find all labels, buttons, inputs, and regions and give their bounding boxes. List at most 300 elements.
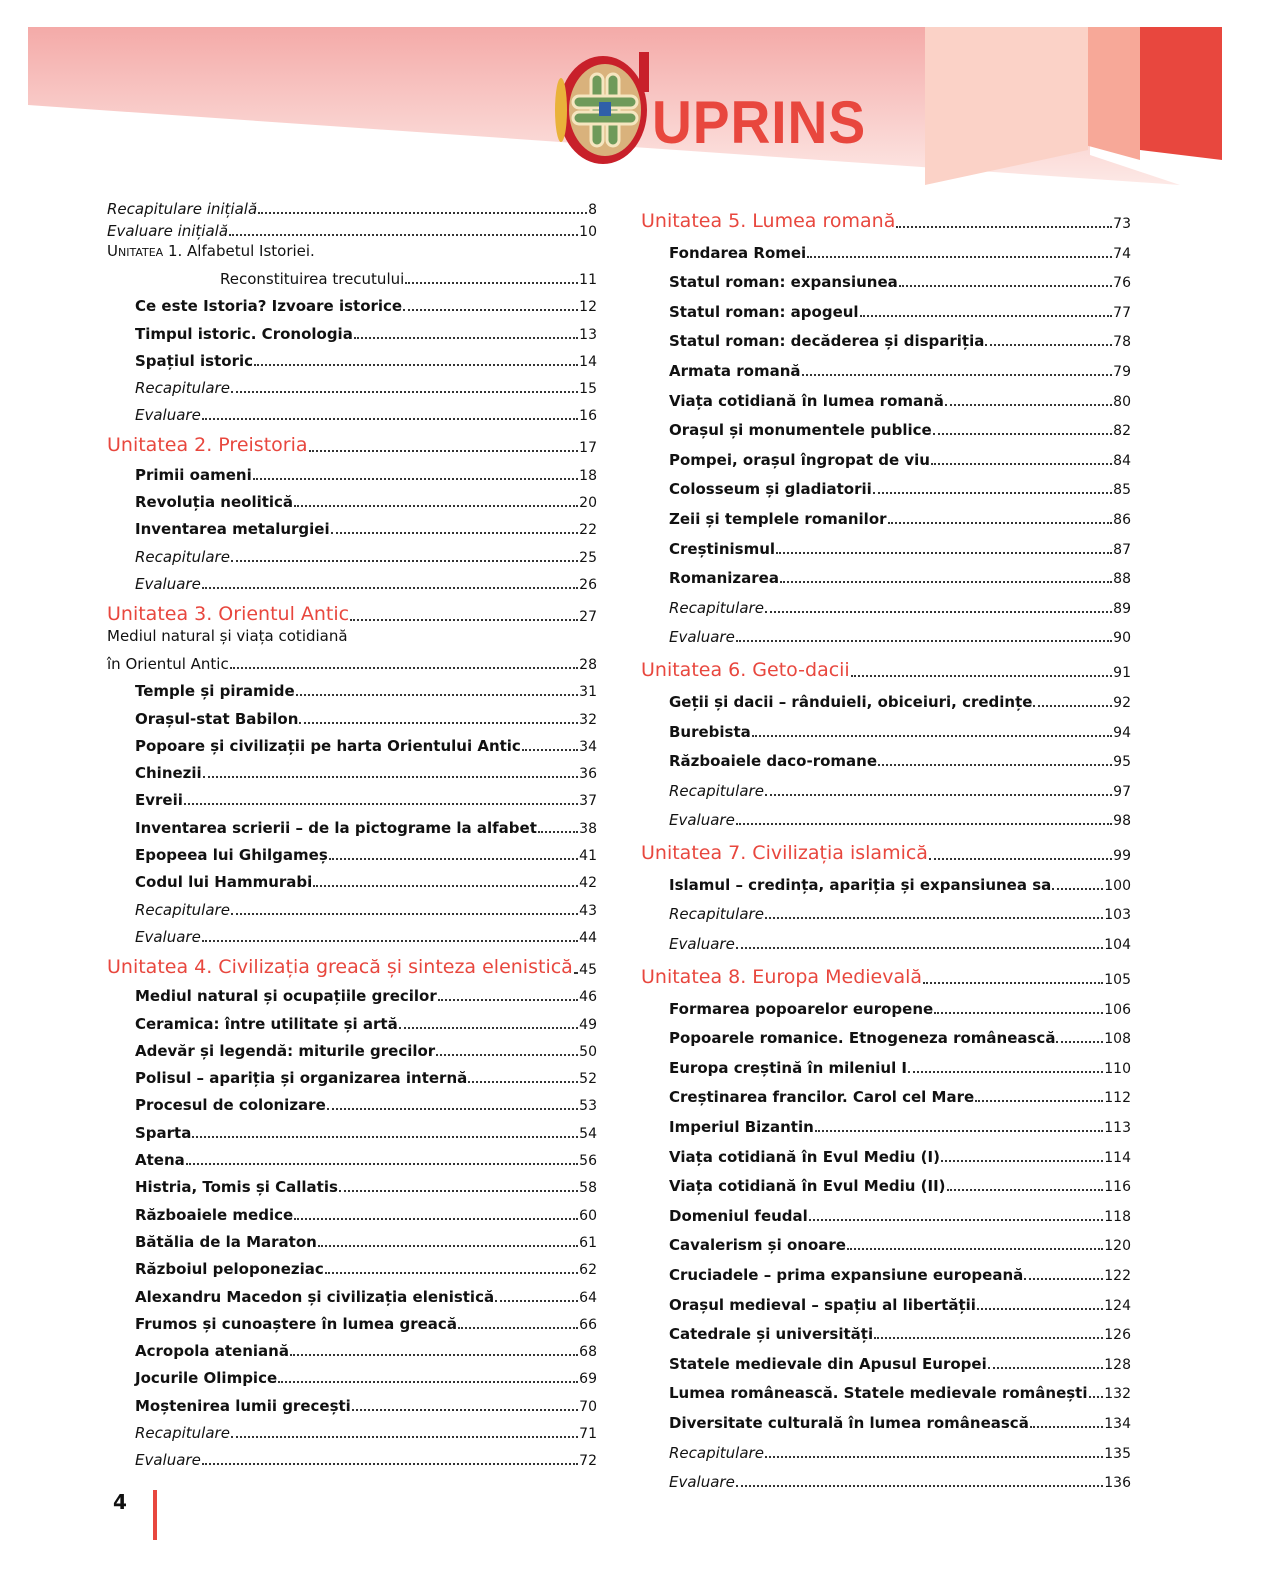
toc-entry[interactable] — [641, 1108, 1131, 1138]
page-ref: 41 — [579, 848, 597, 865]
toc-label: Timpul istoric. Cronologia — [135, 324, 353, 343]
page-ref: 80 — [1113, 393, 1131, 410]
toc-label: Mediul natural și ocupațiile grecilor — [135, 987, 437, 1006]
toc-label: Viața cotidiană în Evul Mediu (II) — [669, 1177, 946, 1196]
toc-label: Războiul peloponeziac — [135, 1260, 324, 1279]
toc-entry[interactable] — [641, 293, 1131, 323]
dot-leader — [860, 315, 1113, 317]
toc-entry[interactable] — [107, 839, 597, 866]
page-ref: 44 — [579, 929, 597, 946]
toc-label: Evaluare — [135, 406, 201, 425]
toc-label: Polisul – apariția și organizarea internă — [135, 1069, 468, 1088]
page-ref: 100 — [1104, 877, 1131, 894]
toc-entry[interactable] — [107, 1417, 597, 1444]
toc-entry[interactable] — [641, 1286, 1131, 1316]
toc-label: Frumos și cunoaștere în lumea greacă — [135, 1314, 457, 1333]
toc-entry[interactable] — [107, 290, 597, 317]
dot-leader — [403, 309, 578, 311]
dot-leader — [765, 917, 1103, 919]
toc-entry[interactable] — [107, 1253, 597, 1280]
toc-label: Evaluare — [135, 1451, 201, 1470]
toc-label: Evaluare inițială — [107, 222, 229, 240]
toc-entry[interactable] — [641, 1138, 1131, 1168]
page-ref: 66 — [579, 1316, 597, 1333]
dot-leader — [522, 749, 578, 751]
toc-label: Domeniul feudal — [669, 1206, 808, 1225]
dot-leader — [896, 226, 1112, 228]
dot-leader — [1056, 1041, 1103, 1043]
dot-leader — [765, 611, 1112, 613]
toc-label: Viața cotidiană în lumea romană — [669, 391, 944, 410]
dot-leader — [405, 282, 578, 284]
page-ref: 14 — [579, 353, 597, 370]
toc-entry[interactable] — [107, 513, 597, 540]
page-ref: 108 — [1104, 1031, 1131, 1048]
toc-entry[interactable] — [641, 1256, 1131, 1286]
toc-label: Adevăr și legendă: miturile grecilor — [135, 1041, 436, 1060]
toc-entry[interactable] — [641, 264, 1131, 294]
page-ref: 84 — [1113, 452, 1131, 469]
toc-entry[interactable] — [641, 1049, 1131, 1079]
page-ref: 76 — [1113, 275, 1131, 292]
toc-label: Ceramica: între utilitate și artă — [135, 1014, 398, 1033]
toc-label: Creștinismul — [669, 539, 776, 558]
toc-label: Evaluare — [135, 927, 201, 946]
page-ref: 22 — [579, 522, 597, 539]
dot-leader — [294, 505, 578, 507]
page-ref: 68 — [579, 1344, 597, 1361]
toc-label: Pompei, orașul îngropat de viu — [669, 450, 930, 469]
page-ref: 97 — [1113, 783, 1131, 800]
toc-label: Mediul natural și viața cotidiană — [107, 626, 348, 645]
toc-entry[interactable] — [107, 345, 597, 372]
toc-entry[interactable] — [107, 1007, 597, 1034]
toc-entry[interactable] — [641, 323, 1131, 353]
dot-leader — [184, 803, 578, 805]
page-ref: 31 — [579, 684, 597, 701]
page-ref: 54 — [579, 1125, 597, 1142]
page-ref: 74 — [1113, 245, 1131, 262]
toc-label: Inventarea metalurgiei — [135, 520, 330, 539]
dot-leader — [1024, 1278, 1103, 1280]
toc-label: Bătălia de la Maraton — [135, 1232, 317, 1251]
page-ref: 52 — [579, 1071, 597, 1088]
toc-entry[interactable] — [107, 1116, 597, 1143]
dot-leader — [192, 1136, 578, 1138]
dot-leader — [985, 344, 1112, 346]
toc-label: Lumea românească. Statele medievale românești — [669, 1384, 1088, 1403]
page-ref: 91 — [1113, 665, 1131, 682]
toc-label: Unitatea 5. Lumea romană — [641, 210, 896, 232]
page-ref: 85 — [1113, 482, 1131, 499]
toc-label: Alfabetul Istoriei. — [187, 242, 315, 260]
page-ref: 34 — [579, 738, 597, 755]
toc-entry[interactable] — [107, 1226, 597, 1253]
page-ref: 28 — [579, 656, 597, 673]
toc-label: Jocurile Olimpice — [135, 1369, 278, 1388]
toc-label: Armata romană — [669, 361, 801, 380]
page-ref: 116 — [1104, 1179, 1131, 1196]
toc-entry[interactable] — [107, 811, 597, 838]
toc-label: Moștenirea lumii grecești — [135, 1396, 351, 1415]
toc-label: Cavalerism și onoare — [669, 1236, 846, 1255]
toc-entry[interactable] — [641, 866, 1131, 896]
toc-label: Popoarele romanice. Etnogeneza românească — [669, 1029, 1056, 1048]
toc-label: Epopeea lui Ghilgameș — [135, 846, 328, 865]
toc-entry[interactable] — [641, 896, 1131, 926]
dot-leader — [736, 823, 1112, 825]
toc-label: Statul roman: decăderea și dispariția — [669, 332, 985, 351]
toc-label: Războaiele medice — [135, 1205, 294, 1224]
toc-entry[interactable] — [641, 1227, 1131, 1257]
dot-leader — [458, 1327, 578, 1329]
toc-entry[interactable] — [641, 990, 1131, 1020]
toc-entry[interactable] — [641, 1197, 1131, 1227]
page-ref: 134 — [1104, 1415, 1131, 1432]
toc-label: Unitatea 3. Orientul Antic — [107, 602, 350, 625]
toc-label: Burebista — [669, 722, 751, 741]
page-ref: 105 — [1104, 972, 1131, 989]
toc-entry[interactable] — [107, 730, 597, 757]
toc-entry[interactable] — [641, 412, 1131, 442]
toc-entry[interactable] — [107, 1035, 597, 1062]
toc-label: Evaluare — [669, 1473, 735, 1492]
toc-label: Colosseum și gladiatorii — [669, 480, 872, 499]
page-ref: 37 — [579, 793, 597, 810]
page-ref: 46 — [579, 989, 597, 1006]
page-ref: 92 — [1113, 694, 1131, 711]
toc-label: Recapitulare — [669, 598, 764, 617]
dot-leader — [436, 1054, 578, 1056]
dot-leader — [331, 532, 579, 534]
page-ref: 8 — [588, 202, 597, 218]
toc-entry[interactable] — [107, 893, 597, 920]
toc-entry[interactable] — [107, 1362, 597, 1389]
page-ref: 18 — [579, 467, 597, 484]
toc-entry[interactable] — [641, 1464, 1131, 1494]
dot-leader — [945, 404, 1112, 406]
toc-entry[interactable] — [641, 441, 1131, 471]
toc-label: Statele medievale din Apusul Europei — [669, 1354, 987, 1373]
dot-leader — [574, 972, 578, 974]
toc-label: Recapitulare — [669, 905, 764, 924]
toc-entry[interactable] — [107, 399, 597, 426]
toc-label: Europa creștină în mileniul I — [669, 1058, 908, 1077]
toc-entry[interactable] — [107, 1280, 597, 1307]
toc-entry[interactable] — [107, 980, 597, 1007]
dot-leader — [350, 619, 578, 621]
dot-leader — [203, 776, 578, 778]
toc-label: Viața cotidiană în Evul Mediu (I) — [669, 1147, 940, 1166]
toc-entry[interactable] — [641, 1079, 1131, 1109]
toc-entry[interactable] — [641, 713, 1131, 743]
toc-entry[interactable] — [641, 560, 1131, 590]
toc-entry[interactable] — [641, 772, 1131, 802]
toc-label: Acropola ateniană — [135, 1342, 289, 1361]
toc-label: Recapitulare — [669, 1443, 764, 1462]
page-ref: 25 — [579, 549, 597, 566]
dot-leader — [318, 1245, 578, 1247]
toc-label: Spațiul istoric — [135, 351, 253, 370]
dot-leader — [278, 1381, 578, 1383]
toc-label: Unitatea 4. Civilizația greacă și sinteza elenistică — [107, 955, 573, 978]
toc-entry[interactable] — [107, 866, 597, 893]
page-ref: 113 — [1104, 1120, 1131, 1137]
dot-leader — [807, 256, 1112, 258]
toc-label: Recapitulare inițială — [107, 200, 258, 218]
toc-label: Unitatea 6. Geto-dacii — [641, 659, 850, 682]
dot-leader — [202, 940, 578, 942]
dot-leader — [934, 1012, 1103, 1014]
toc-entry[interactable] — [107, 702, 597, 729]
toc-entry[interactable] — [641, 1316, 1131, 1346]
page-ref: 90 — [1113, 630, 1131, 647]
toc-label: Geții și dacii – rânduieli, obiceiuri, credințe — [669, 692, 1033, 711]
toc-label: Unitatea 7. Civilizația islamică — [641, 842, 928, 865]
toc-label: Alexandru Macedon și civilizația elenistică — [135, 1287, 495, 1306]
dot-leader — [399, 1027, 578, 1029]
toc-label: Formarea popoarelor europene — [669, 999, 934, 1018]
page-ref: 126 — [1104, 1327, 1131, 1344]
toc-entry[interactable] — [107, 1444, 597, 1471]
toc-unit-heading[interactable] — [107, 426, 597, 458]
page-ref: 82 — [1113, 423, 1131, 440]
toc-entry[interactable] — [107, 486, 597, 513]
toc-unit-heading[interactable] — [641, 955, 1131, 990]
toc-entry[interactable] — [641, 1345, 1131, 1375]
toc-entry[interactable] — [107, 921, 597, 948]
dot-leader — [1089, 1396, 1104, 1398]
toc-label: Orașul-stat Babilon — [135, 709, 299, 728]
dot-leader — [290, 1354, 578, 1356]
dot-leader — [923, 982, 1103, 984]
toc-unit-heading[interactable] — [107, 948, 597, 980]
toc-label: Evaluare — [669, 628, 735, 647]
toc-label: Ce este Istoria? Izvoare istorice — [135, 297, 403, 316]
toc-entry[interactable] — [107, 675, 597, 702]
page-title — [652, 88, 866, 157]
dot-leader — [294, 1218, 578, 1220]
dot-leader — [258, 212, 587, 214]
page-ref: 87 — [1113, 541, 1131, 558]
toc-entry[interactable] — [107, 568, 597, 595]
page-ref: 43 — [579, 902, 597, 919]
page-ref: 49 — [579, 1016, 597, 1033]
toc-unit-heading[interactable] — [107, 242, 597, 290]
toc-label: Recapitulare — [135, 547, 230, 566]
dot-leader — [977, 1308, 1103, 1310]
dot-leader — [325, 1272, 578, 1274]
toc-entry[interactable] — [107, 1171, 597, 1198]
page-ref: 73 — [1113, 216, 1131, 232]
toc-unit-heading[interactable] — [107, 595, 597, 627]
toc-entry[interactable] — [107, 1198, 597, 1225]
dot-leader — [736, 640, 1112, 642]
toc-label: Atena — [135, 1151, 185, 1170]
dot-leader — [327, 1108, 578, 1110]
toc-entry[interactable] — [641, 382, 1131, 412]
toc-entry[interactable] — [107, 317, 597, 344]
page-ref: 53 — [579, 1098, 597, 1115]
toc-unit-heading[interactable] — [641, 199, 1131, 234]
dot-leader — [299, 722, 578, 724]
toc-label: Revoluția neolitică — [135, 493, 294, 512]
page-ref: 42 — [579, 875, 597, 892]
toc-label: Chinezii — [135, 764, 202, 783]
dot-leader — [352, 1409, 578, 1411]
toc-label: Temple și piramide — [135, 682, 295, 701]
toc-entry[interactable] — [641, 925, 1131, 955]
toc-entry[interactable] — [107, 1308, 597, 1335]
dot-leader — [231, 1436, 578, 1438]
toc-entry[interactable] — [107, 1062, 597, 1089]
toc-entry[interactable] — [641, 1404, 1131, 1434]
toc-label: Orașul și monumentele publice — [669, 421, 932, 440]
dot-leader — [874, 1337, 1103, 1339]
page-ref: 106 — [1104, 1001, 1131, 1018]
dot-leader — [847, 1248, 1103, 1250]
toc-entry[interactable] — [641, 352, 1131, 382]
toc-entry[interactable] — [641, 1434, 1131, 1464]
dot-leader — [1052, 888, 1103, 890]
page-ref: 118 — [1104, 1208, 1131, 1225]
page-ref: 99 — [1113, 848, 1131, 865]
page-ref: 124 — [1104, 1297, 1131, 1314]
page-ref: 10 — [579, 224, 597, 240]
toc-label: Creștinarea francilor. Carol cel Mare — [669, 1088, 975, 1107]
page-ref: 136 — [1104, 1475, 1131, 1492]
toc-label: Statul roman: apogeul — [669, 302, 859, 321]
page-ref: 38 — [579, 820, 597, 837]
dot-leader — [231, 391, 578, 393]
dot-leader — [765, 794, 1112, 796]
dot-leader — [296, 694, 578, 696]
page-ref: 120 — [1104, 1238, 1131, 1255]
dot-leader — [736, 1485, 1103, 1487]
toc-entry[interactable] — [107, 1089, 597, 1116]
toc-entry[interactable] — [107, 784, 597, 811]
toc-label: Recapitulare — [135, 1423, 230, 1442]
toc-label: Catedrale și universități — [669, 1325, 874, 1344]
toc-entry[interactable] — [641, 683, 1131, 713]
toc-label: Sparta — [135, 1123, 192, 1142]
page-ref: 20 — [579, 495, 597, 512]
toc-label: Diversitate culturală în lumea românească — [669, 1413, 1029, 1432]
dot-leader — [202, 1463, 578, 1465]
page-ref: 114 — [1104, 1149, 1131, 1166]
page-ref: 94 — [1113, 724, 1131, 741]
page-ref: 56 — [579, 1153, 597, 1170]
toc-entry[interactable] — [641, 1168, 1131, 1198]
toc-entry[interactable] — [107, 1335, 597, 1362]
page-ref: 103 — [1104, 907, 1131, 924]
dot-leader — [873, 492, 1112, 494]
toc-unit-heading[interactable] — [641, 831, 1131, 866]
page-ref: 122 — [1104, 1268, 1131, 1284]
dot-leader — [851, 675, 1112, 677]
dot-leader — [313, 885, 578, 887]
dot-leader — [230, 667, 578, 669]
page-ref: 71 — [579, 1425, 597, 1442]
toc-entry[interactable] — [641, 234, 1131, 264]
toc-label: Evaluare — [135, 574, 201, 593]
dot-leader — [231, 913, 578, 915]
dot-leader — [202, 418, 578, 420]
dot-leader — [888, 522, 1113, 524]
dot-leader — [254, 364, 578, 366]
dot-leader — [815, 1130, 1103, 1132]
toc-entry[interactable] — [641, 471, 1131, 501]
toc-right-column — [641, 199, 1131, 1493]
toc-entry[interactable] — [107, 372, 597, 399]
dot-leader — [736, 947, 1103, 949]
toc-entry[interactable] — [107, 458, 597, 485]
toc-entry[interactable] — [107, 540, 597, 567]
dot-leader — [941, 1160, 1103, 1162]
toc-entry[interactable] — [641, 1020, 1131, 1050]
dot-leader — [202, 587, 578, 589]
dot-leader — [988, 1367, 1104, 1369]
page-ref: 11 — [579, 272, 597, 288]
page-ref: 98 — [1113, 813, 1131, 830]
toc-entry[interactable] — [641, 530, 1131, 560]
dot-leader — [802, 374, 1113, 376]
toc-label: Recapitulare — [135, 379, 230, 398]
toc-entry[interactable] — [641, 500, 1131, 530]
toc-label: Recapitulare — [135, 900, 230, 919]
toc-entry[interactable] — [641, 743, 1131, 773]
toc-unit-heading[interactable] — [641, 648, 1131, 683]
toc-label: Popoare și civilizații pe harta Orientului Antic — [135, 736, 521, 755]
toc-entry[interactable] — [641, 619, 1131, 649]
toc-label: Fondarea Romei — [669, 243, 807, 262]
dot-leader — [780, 581, 1112, 583]
page-ref: 104 — [1104, 937, 1131, 954]
dot-leader — [933, 433, 1112, 435]
page-ref: 132 — [1104, 1386, 1131, 1403]
dot-leader — [354, 337, 578, 339]
page-ref: 17 — [579, 440, 597, 457]
page-ref: 77 — [1113, 304, 1131, 321]
dot-leader — [329, 858, 578, 860]
dot-leader — [975, 1100, 1103, 1102]
dot-leader — [468, 1081, 578, 1083]
toc-entry[interactable] — [641, 802, 1131, 832]
toc-label-line2: Reconstituirea trecutului — [220, 270, 405, 288]
toc-entry[interactable] — [107, 1389, 597, 1416]
toc-entry[interactable] — [107, 220, 597, 242]
page-ref: 61 — [579, 1234, 597, 1251]
dot-leader — [765, 1456, 1103, 1458]
page-ref: 78 — [1113, 334, 1131, 351]
toc-entry[interactable] — [641, 1375, 1131, 1405]
toc-label: Primii oameni — [135, 465, 252, 484]
unit-prefix: Unitatea 1. — [107, 242, 183, 260]
dot-leader — [947, 1189, 1104, 1191]
toc-label: Războaiele daco-romane — [669, 752, 878, 771]
toc-entry[interactable] — [107, 198, 597, 220]
page-ref: 50 — [579, 1043, 597, 1060]
dot-leader — [253, 478, 578, 480]
toc-entry[interactable] — [641, 589, 1131, 619]
toc-entry[interactable] — [107, 757, 597, 784]
page-ref: 13 — [579, 326, 597, 343]
toc-label: Procesul de colonizare — [135, 1096, 326, 1115]
toc-label: Unitatea 2. Preistoria — [107, 434, 308, 457]
toc-entry[interactable] — [107, 627, 597, 675]
page-ref: 89 — [1113, 600, 1131, 617]
toc-entry[interactable] — [107, 1144, 597, 1171]
